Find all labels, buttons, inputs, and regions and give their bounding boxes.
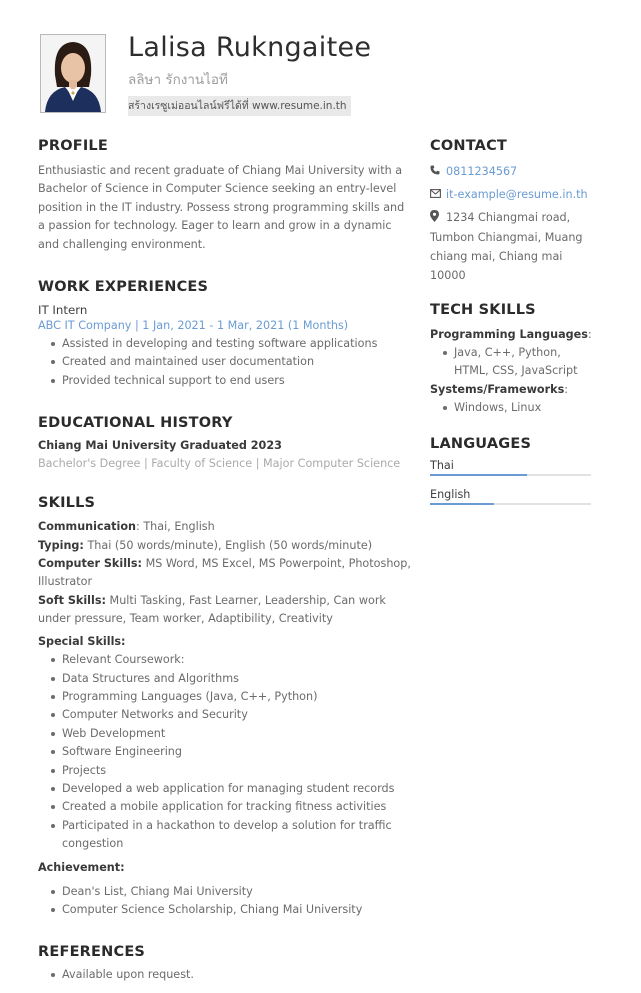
- list-item: Available upon request.: [62, 966, 413, 984]
- list-item: Computer Science Scholarship, Chiang Mai University: [62, 901, 413, 919]
- skill-value: : Thai, English: [136, 520, 215, 534]
- contact-heading: CONTACT: [430, 138, 508, 154]
- tech-prog-colon: :: [587, 327, 592, 341]
- skill-value: Thai (50 words/minute), English (50 words/minute): [83, 538, 373, 552]
- education-heading: EDUCATIONAL HISTORY: [38, 415, 233, 432]
- tech-skills-heading: TECH SKILLS: [430, 301, 536, 318]
- list-item: Windows, Linux: [454, 399, 595, 417]
- candidate-name: Lalisa Rukngaitee: [128, 32, 372, 63]
- list-item: Projects: [62, 762, 413, 780]
- language-row: [430, 459, 595, 476]
- list-item: Created a mobile application for tracking fitness activities: [62, 798, 413, 816]
- list-item: Dean's List, Chiang Mai University: [62, 883, 413, 901]
- list-item: Data Structures and Algorithms: [62, 670, 413, 688]
- references-list: [38, 966, 413, 984]
- tech-prog-label: Programming Languages: [430, 327, 588, 341]
- contact-email[interactable]: it-example@resume.in.th: [446, 188, 588, 201]
- tech-prog-label-row: [430, 326, 595, 344]
- main-column: [38, 138, 413, 984]
- language-level-bar: [430, 474, 527, 476]
- references-heading: REFERENCES: [38, 943, 146, 960]
- languages-heading: LANGUAGES: [430, 435, 532, 452]
- tech-sys-list: [430, 399, 595, 417]
- list-item: Provided technical support to end users: [62, 372, 413, 390]
- skill-label: Typing:: [38, 538, 84, 552]
- list-item: Java, C++, Python, HTML, CSS, JavaScript: [454, 344, 595, 381]
- language-row: [430, 488, 595, 505]
- map-pin-icon: [430, 209, 442, 228]
- work-bullets: [38, 335, 413, 390]
- list-item: Assisted in developing and testing software applications: [62, 335, 413, 353]
- skill-label: Soft Skills:: [38, 593, 106, 607]
- work-company-dates: ABC IT Company | 1 Jan, 2021 - 1 Mar, 2021 (1 Months): [38, 319, 349, 333]
- work-heading: WORK EXPERIENCES: [38, 279, 209, 296]
- tech-sys-label-row: [430, 381, 595, 399]
- profile-summary: Enthusiastic and recent graduate of Chiang Mai University with a Bachelor of Science in Computer Science seeking an entry-level position in the IT industry. Possess strong programming skills and a passion for technology. Eager to learn and grow in a dynamic and challenging environment.: [38, 164, 405, 251]
- contact-phone-row: [430, 163, 595, 181]
- list-item: Software Engineering: [62, 743, 413, 761]
- phone-icon: [430, 163, 442, 181]
- contact-address: 1234 Chiangmai road, Tumbon Chiangmai, Muang chiang mai, Chiang mai 10000: [430, 211, 583, 282]
- skill-value: MS Word, MS Excel, MS Powerpoint, Photoshop, Illustrator: [38, 557, 411, 589]
- sidebar-column: [430, 138, 595, 505]
- contact-email-row: [430, 186, 595, 204]
- list-item: Programming Languages (Java, C++, Python): [62, 688, 413, 706]
- contact-phone[interactable]: 0811234567: [446, 165, 518, 178]
- list-item: Created and maintained user documentation: [62, 353, 413, 371]
- tech-sys-colon: :: [564, 382, 569, 396]
- tech-prog-list: [430, 344, 595, 381]
- skill-typing: [38, 537, 413, 555]
- promo-link-text[interactable]: สร้างเรซูเม่ออนไลน์ฟรีได้ที่ www.resume.in.th: [128, 96, 351, 116]
- list-item: Participated in a hackathon to develop a solution for traffic congestion: [62, 817, 413, 854]
- education-degree: Bachelor's Degree | Faculty of Science | Major Computer Science: [38, 457, 401, 471]
- person-portrait-icon: [41, 35, 105, 112]
- language-name: Thai: [430, 458, 454, 472]
- profile-heading: PROFILE: [38, 138, 108, 154]
- profile-photo: [40, 34, 106, 113]
- contact-address-row: [430, 208, 595, 285]
- skill-label: Computer Skills:: [38, 557, 143, 571]
- tech-sys-label: Systems/Frameworks: [430, 382, 565, 396]
- special-skills-label: Special Skills:: [38, 634, 126, 648]
- achievement-list: [38, 883, 413, 920]
- list-item: Developed a web application for managing student records: [62, 780, 413, 798]
- work-role: IT Intern: [38, 303, 88, 318]
- skill-computer: [38, 555, 413, 592]
- list-item: Relevant Coursework:: [62, 651, 413, 669]
- skill-label: Communication: [38, 520, 136, 534]
- envelope-icon: [430, 186, 442, 204]
- achievement-label: Achievement:: [38, 860, 125, 874]
- language-name: English: [430, 487, 471, 501]
- skill-communication: [38, 518, 413, 536]
- list-item: Web Development: [62, 725, 413, 743]
- language-level-track: [430, 503, 591, 505]
- special-skills-list: [38, 651, 413, 853]
- skill-value: Multi Tasking, Fast Learner, Leadership, Can work under pressure, Team worker, Adaptibility, Creativity: [38, 593, 386, 626]
- language-level-bar: [430, 503, 494, 505]
- language-level-track: [430, 474, 591, 476]
- list-item: Computer Networks and Security: [62, 706, 413, 724]
- education-school: Chiang Mai University Graduated 2023: [38, 439, 282, 453]
- skills-heading: SKILLS: [38, 495, 96, 512]
- skill-soft: [38, 592, 413, 629]
- candidate-thai-name: ลลิษา รักงานไอที: [128, 72, 228, 88]
